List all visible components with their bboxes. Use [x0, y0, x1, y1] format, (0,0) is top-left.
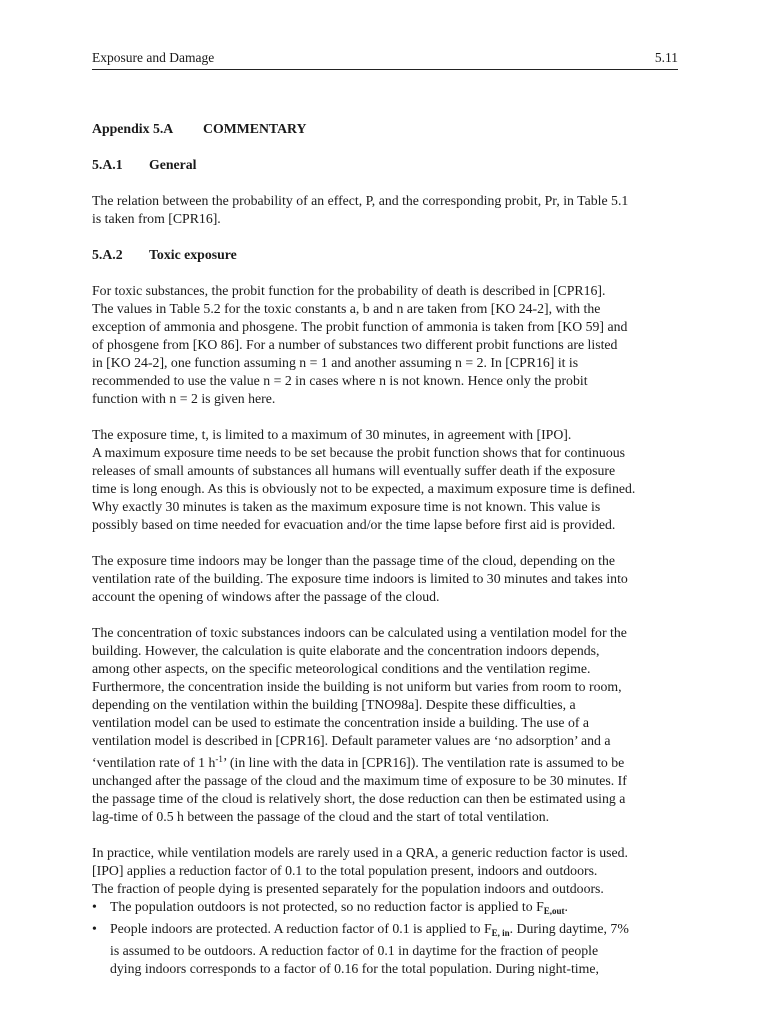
section-heading-5A1: [92, 156, 688, 174]
appendix-heading: [92, 120, 688, 138]
running-header: [92, 49, 678, 70]
text-fragment: ’ (in line with the data in [CPR16]). The ventilation rate is assumed to be: [222, 755, 625, 770]
text-line: of phosgene from [KO 86]. For a number of substances two different probit functions are listed: [92, 337, 618, 352]
text-line: is assumed to be outdoors. A reduction factor of 0.1 in daytime for the fraction of people: [110, 943, 599, 958]
text-line: in [KO 24-2], one function assuming n = 1 and another assuming n = 2. In [CPR16] it is: [92, 355, 579, 370]
text-line: ventilation model is described in [CPR16]. Default parameter values are ‘no adsorption’ and a: [92, 733, 611, 748]
section-heading-5A2: [92, 246, 688, 264]
header-title: Exposure and Damage: [92, 50, 215, 65]
text-fragment: The population outdoors is not protected, so no reduction factor is applied to F: [110, 899, 544, 914]
document-body: [92, 120, 688, 978]
general-paragraph: [92, 192, 688, 228]
text-line: unchanged after the passage of the cloud and the maximum time of exposure to be 30 minutes. If: [92, 773, 627, 788]
bullet-icon: •: [92, 921, 97, 936]
text-line: recommended to use the value n = 2 in cases where n is not known. Hence only the probit: [92, 373, 588, 388]
text-line: The values in Table 5.2 for the toxic constants a, b and n are taken from [KO 24-2], with the: [92, 301, 601, 316]
text-line: The fraction of people dying is presented separately for the population indoors and outdoors.: [92, 881, 604, 896]
text-line: The exposure time indoors may be longer than the passage time of the cloud, depending on the: [92, 553, 615, 568]
text-line: ventilation model can be used to estimate the concentration inside a building. The use of a: [92, 715, 590, 730]
text-line: The concentration of toxic substances indoors can be calculated using a ventilation model for the: [92, 625, 627, 640]
text-line: depending on the ventilation within the building [TNO98a]. Despite these difficulties, a: [92, 697, 576, 712]
list-item: [92, 920, 688, 978]
section-number: 5.A.2: [92, 247, 123, 262]
exposure-time-paragraph: [92, 426, 688, 534]
text-line: lag-time of 0.5 h between the passage of the cloud and the start of total ventilation.: [92, 809, 550, 824]
text-line: In practice, while ventilation models are rarely used in a QRA, a generic reduction factor is used.: [92, 845, 628, 860]
text-line: ventilation rate of the building. The exposure time indoors is limited to 30 minutes and takes into: [92, 571, 628, 586]
text-line: Furthermore, the concentration inside the building is not uniform but varies from room to room,: [92, 679, 622, 694]
appendix-number: Appendix 5.A: [92, 121, 174, 136]
text-line: [IPO] applies a reduction factor of 0.1 to the total population present, indoors and outdoors.: [92, 863, 598, 878]
text-line: [110, 920, 688, 942]
bullet-list: [92, 898, 688, 978]
text-line: Why exactly 30 minutes is taken as the maximum exposure time is not known. This value is: [92, 499, 601, 514]
text-line: exception of ammonia and phosgene. The probit function of ammonia is taken from [KO 59] and: [92, 319, 628, 334]
text-fragment: . During daytime, 7%: [509, 921, 629, 936]
subscript: E, in: [491, 928, 510, 938]
text-line: releases of small amounts of substances all humans will eventually suffer death if the exposure: [92, 463, 616, 478]
header-page-number: 5.11: [654, 50, 678, 65]
text-fragment: People indoors are protected. A reduction factor of 0.1 is applied to F: [110, 921, 492, 936]
text-fragment: .: [564, 899, 568, 914]
text-line: The exposure time, t, is limited to a maximum of 30 minutes, in agreement with [IPO].: [92, 427, 572, 442]
indoor-exposure-paragraph: [92, 552, 688, 606]
text-line: building. However, the calculation is quite elaborate and the concentration indoors depends,: [92, 643, 600, 658]
text-line: dying indoors corresponds to a factor of 0.16 for the total population. During night-time,: [110, 961, 599, 976]
text-line: possibly based on time needed for evacuation and/or the time lapse before first aid is provided.: [92, 517, 616, 532]
section-number: 5.A.1: [92, 157, 123, 172]
text-line: time is long enough. As this is obviously not to be expected, a maximum exposure time is defined.: [92, 481, 636, 496]
text-line: the passage time of the cloud is relatively short, the dose reduction can then be estimated using a: [92, 791, 626, 806]
text-line-ventilation-rate: [92, 750, 688, 772]
ventilation-paragraph: [92, 624, 688, 826]
text-line: A maximum exposure time needs to be set because the probit function shows that for continuous: [92, 445, 625, 460]
section-title: General: [149, 157, 197, 172]
bullet-icon: •: [92, 899, 97, 914]
text-fragment: ‘ventilation rate of 1 h: [92, 755, 216, 770]
reduction-factor-paragraph: [92, 844, 688, 898]
text-line: For toxic substances, the probit function for the probability of death is described in [CPR16].: [92, 283, 606, 298]
subscript: E,out: [543, 906, 565, 916]
list-item: [92, 898, 688, 920]
text-line: among other aspects, on the specific meteorological conditions and the ventilation regime.: [92, 661, 591, 676]
section-title: Toxic exposure: [149, 247, 237, 262]
text-line: The relation between the probability of an effect, P, and the corresponding probit, Pr, in Table 5.1: [92, 193, 629, 208]
text-line: [110, 898, 688, 920]
probit-paragraph: [92, 282, 688, 408]
text-line: function with n = 2 is given here.: [92, 391, 276, 406]
text-line: is taken from [CPR16].: [92, 211, 221, 226]
text-line: account the opening of windows after the passage of the cloud.: [92, 589, 440, 604]
appendix-title: COMMENTARY: [203, 121, 307, 136]
superscript: -1: [215, 754, 223, 764]
